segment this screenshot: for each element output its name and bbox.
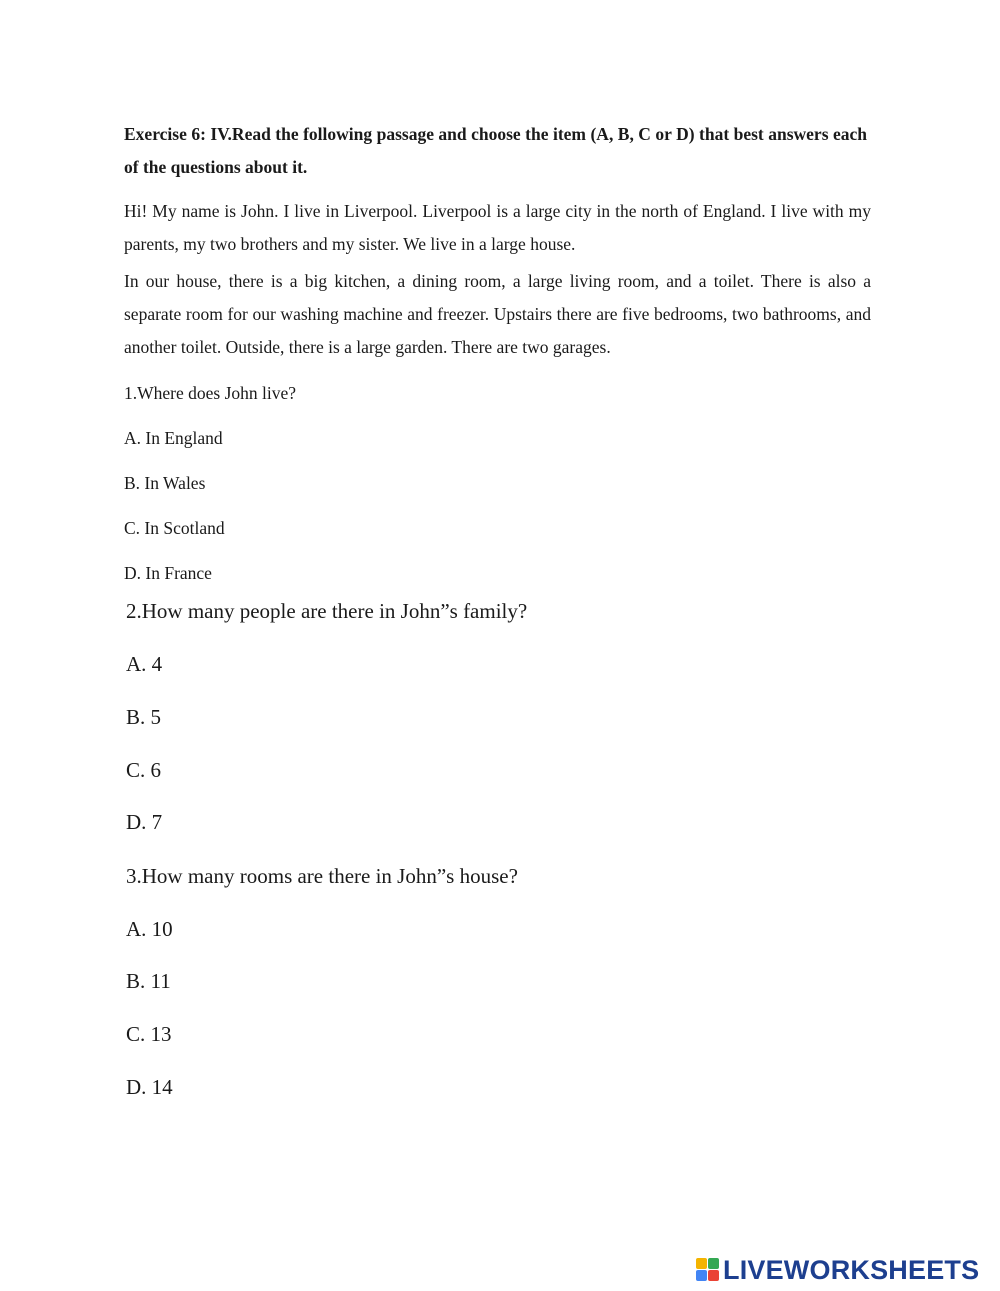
question-3-option-c: C. 13: [126, 1022, 172, 1046]
question-3: 3.How many rooms are there in John”s house?: [126, 864, 518, 888]
question-1-option-a: A. In England: [124, 428, 223, 448]
question-1-option-b: B. In Wales: [124, 473, 206, 493]
question-2-option-d: D. 7: [126, 810, 163, 834]
question-3-option-b: B. 11: [126, 969, 171, 993]
passage-paragraph-2: In our house, there is a big kitchen, a dining room, a large living room, and a toilet. There is also a separate room for our washing machine and freezer. Upstairs there are five bedrooms, two bathrooms, and another toilet. Outside, there is a large garden. There are two garages.: [124, 271, 871, 357]
question-2: 2.How many people are there in John”s family?: [126, 599, 528, 623]
passage-paragraph-1: Hi! My name is John. I live in Liverpool. Liverpool is a large city in the north of England. I live with my parents, my two brothers and my sister. We live in a large house.: [124, 201, 871, 254]
question-2-option-c: C. 6: [126, 758, 162, 782]
question-2-option-a: A. 4: [126, 652, 163, 676]
liveworksheets-logo: [696, 1255, 979, 1285]
question-3-option-a: A. 10: [126, 917, 173, 941]
question-2-option-b: B. 5: [126, 705, 162, 729]
question-1-option-d: D. In France: [124, 563, 212, 583]
logo-text: LIVEWORKSHEETS: [723, 1255, 980, 1285]
liveworksheets-logo-icon: [696, 1258, 720, 1282]
question-1: 1.Where does John live?: [124, 383, 297, 403]
question-3-option-d: D. 14: [126, 1075, 173, 1099]
question-1-option-c: C. In Scotland: [124, 518, 225, 538]
exercise-heading: Exercise 6: IV.Read the following passage and choose the item (A, B, C or D) that best answers each of the questions about it.: [124, 124, 867, 177]
